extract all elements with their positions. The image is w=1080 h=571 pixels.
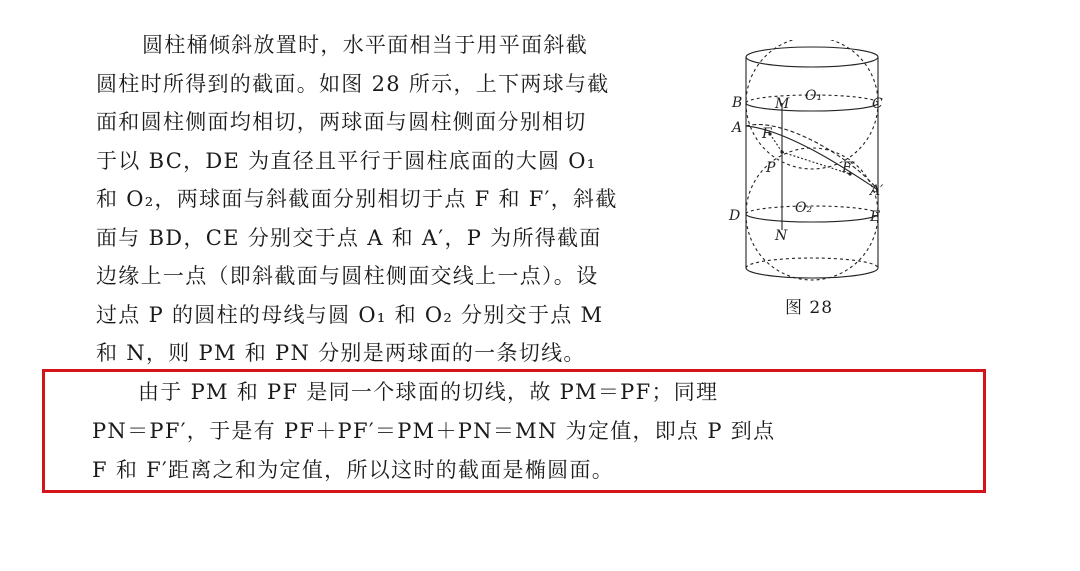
label-c: C xyxy=(872,96,883,112)
text-line: 边缘上一点（即斜截面与圆柱侧面交线上一点）。设 xyxy=(96,264,599,288)
cylinder-top-ellipse xyxy=(746,47,878,67)
text-line: PN＝PF′，于是有 PF＋PF′＝PM＋PN＝MN 为定值，即点 P 到点 xyxy=(92,419,776,443)
text-line: F 和 F′距离之和为定值，所以这时的截面是椭圆面。 xyxy=(92,458,615,482)
segment-pf xyxy=(770,134,782,152)
text-line: 圆柱时所得到的截面。如图 28 所示，上下两球与截 xyxy=(96,71,610,96)
text-line: 面与 BD，CE 分别交于点 A 和 A′，P 为所得截面 xyxy=(96,225,602,250)
label-d: D xyxy=(729,208,741,224)
label-f2: F′ xyxy=(842,160,855,176)
text-line: 面和圆柱侧面均相切，两球面与圆柱侧面分别相切 xyxy=(96,110,587,134)
label-m: M xyxy=(775,96,790,112)
text-line: 和 O₂，两球面与斜截面分别相切于点 F 和 F′，斜截 xyxy=(96,187,618,211)
paragraph-intro xyxy=(96,26,692,373)
label-e: E xyxy=(870,209,881,225)
text-line: 过点 P 的圆柱的母线与圆 O₁ 和 O₂ 分别交于点 M xyxy=(96,302,604,327)
cylinder-bottom-arc xyxy=(746,268,878,278)
figure-caption: 图 28 xyxy=(785,298,834,318)
circle-o1-front xyxy=(746,103,878,111)
text-line: 于以 BC，DE 为直径且平行于圆柱底面的大圆 O₁ xyxy=(96,148,597,173)
label-b: B xyxy=(732,95,743,111)
label-n: N xyxy=(775,228,788,244)
paragraph-conclusion xyxy=(92,373,922,490)
label-f: F xyxy=(762,126,772,142)
label-o1: O₁ xyxy=(805,88,823,104)
cylinder-bottom-hidden-arc xyxy=(746,258,878,268)
label-p: P xyxy=(766,160,776,176)
label-o2: O₂ xyxy=(795,200,813,216)
label-a2: A′ xyxy=(870,183,884,199)
cylinder-figure xyxy=(722,40,902,290)
text-line: 圆柱桶倾斜放置时，水平面相当于用平面斜截 xyxy=(142,33,588,57)
point-p xyxy=(780,150,783,153)
label-a: A xyxy=(732,120,743,136)
text-line: 由于 PM 和 PF 是同一个球面的切线，故 PM＝PF；同理 xyxy=(138,380,719,404)
text-line: 和 N，则 PM 和 PN 分别是两球面的一条切线。 xyxy=(96,341,586,365)
